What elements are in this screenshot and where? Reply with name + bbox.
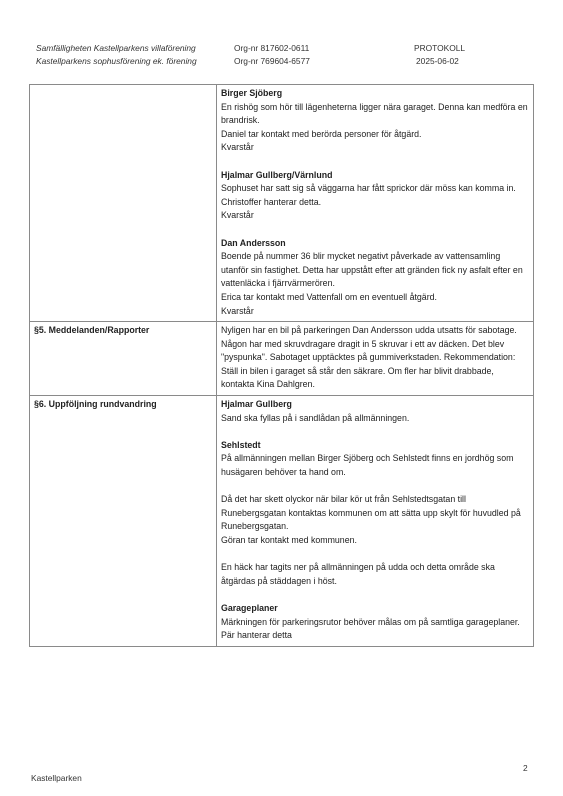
block-text-line: Christoffer hanterar detta. <box>221 196 322 207</box>
block-text-line: Boende på nummer 36 blir mycket negativt påverkade av vattensamling utanför sin fastighet. Detta har uppstått efter att gränden fick ny asfalt efter en vattenläcka i fjärrvärmerören. <box>221 251 523 289</box>
section-content <box>217 322 534 396</box>
block-text-line: En rishög som hör till lägenheterna ligger nära garaget. Denna kan medföra en brandrisk. <box>221 101 528 126</box>
header-org-numbers <box>234 42 310 68</box>
block-heading: Dan Andersson <box>221 237 286 248</box>
content-block <box>221 169 529 223</box>
minutes-row <box>30 85 534 322</box>
content-block <box>221 493 529 547</box>
content-block <box>221 439 529 480</box>
block-heading: Birger Sjöberg <box>221 88 283 98</box>
block-text-line: På allmänningen mellan Birger Sjöberg och Sehlstedt finns en jordhög som husägaren behöver ta hand om. <box>221 453 514 478</box>
block-text-line: Erica tar kontakt med Vattenfall om en eventuell åtgärd. <box>221 291 437 302</box>
minutes-row <box>30 396 534 647</box>
minutes-table <box>29 84 534 647</box>
section-content <box>217 396 534 647</box>
block-heading: Hjalmar Gullberg/Värnlund <box>221 169 333 180</box>
block-text-line: Sophuset har satt sig så väggarna har fått sprickor där möss kan komma in. <box>221 183 516 194</box>
header-doc-type: PROTOKOLL <box>414 43 466 53</box>
header-orgnr-2: Org-nr 769604-6577 <box>234 56 310 66</box>
section-label: §5. Meddelanden/Rapporter <box>30 322 217 396</box>
section-label: §6. Uppföljning rundvandring <box>30 396 217 647</box>
content-block <box>221 602 529 643</box>
content-block <box>221 237 529 319</box>
block-text-line: Daniel tar kontakt med berörda personer för åtgärd. <box>221 128 422 139</box>
block-text-line: Göran tar kontakt med kommunen. <box>221 535 357 545</box>
block-text-line: En häck har tagits ner på allmänningen på udda och detta område ska åtgärdas på städdagen i höst. <box>221 562 495 586</box>
header-doc-info <box>414 42 465 68</box>
footer-label: Kastellparken <box>31 773 82 783</box>
section-content <box>217 85 534 322</box>
block-heading: Garageplaner <box>221 602 278 613</box>
content-block <box>221 398 529 425</box>
header-organizations <box>36 42 197 68</box>
block-text-line: Kvarstår <box>221 305 254 316</box>
block-text-line: Kvarstår <box>221 210 254 221</box>
block-text-line: Nyligen har en bil på parkeringen Dan Andersson udda utsatts för sabotage. Någon har med skruvdragare dragit in 5 skruvar i ett av däcken. Det blev "pyspunka". Sabotaget upptäcktes på gummiverkstaden. Rekommendation: Ställ in bilen i garaget så står den säkrare. Om fler har blivit drabbade, kontakta Kina Dahlgren. <box>221 325 517 390</box>
block-heading: Sehlstedt <box>221 439 261 450</box>
page-number: 2 <box>523 763 528 773</box>
minutes-row <box>30 322 534 396</box>
header-org-2: Kastellparkens sophusförening ek. förening <box>36 56 197 66</box>
header-date: 2025-06-02 <box>416 56 459 66</box>
block-heading: Hjalmar Gullberg <box>221 399 292 410</box>
block-text-line: Kvarstår <box>221 142 254 153</box>
block-text-line: Då det har skett olyckor när bilar kör ut från Sehlstedtsgatan till Runebergsgatan kontaktas kommunen om att sätta upp skylt för huvudled på Runebergsgatan. <box>221 494 521 532</box>
minutes-table-body <box>30 85 534 647</box>
block-text-line: Märkningen för parkeringsrutor behöver målas om på samtliga garageplaner. <box>221 616 520 627</box>
content-block <box>221 87 529 155</box>
content-block <box>221 324 529 392</box>
section-label <box>30 85 217 322</box>
block-text-line: Sand ska fyllas på i sandlådan på allmänningen. <box>221 412 410 423</box>
header-org-1: Samfälligheten Kastellparkens villaförening <box>36 43 196 53</box>
content-block <box>221 561 529 588</box>
header-orgnr-1: Org-nr 817602-0611 <box>234 43 310 53</box>
block-text-line: Pär hanterar detta <box>221 630 292 641</box>
